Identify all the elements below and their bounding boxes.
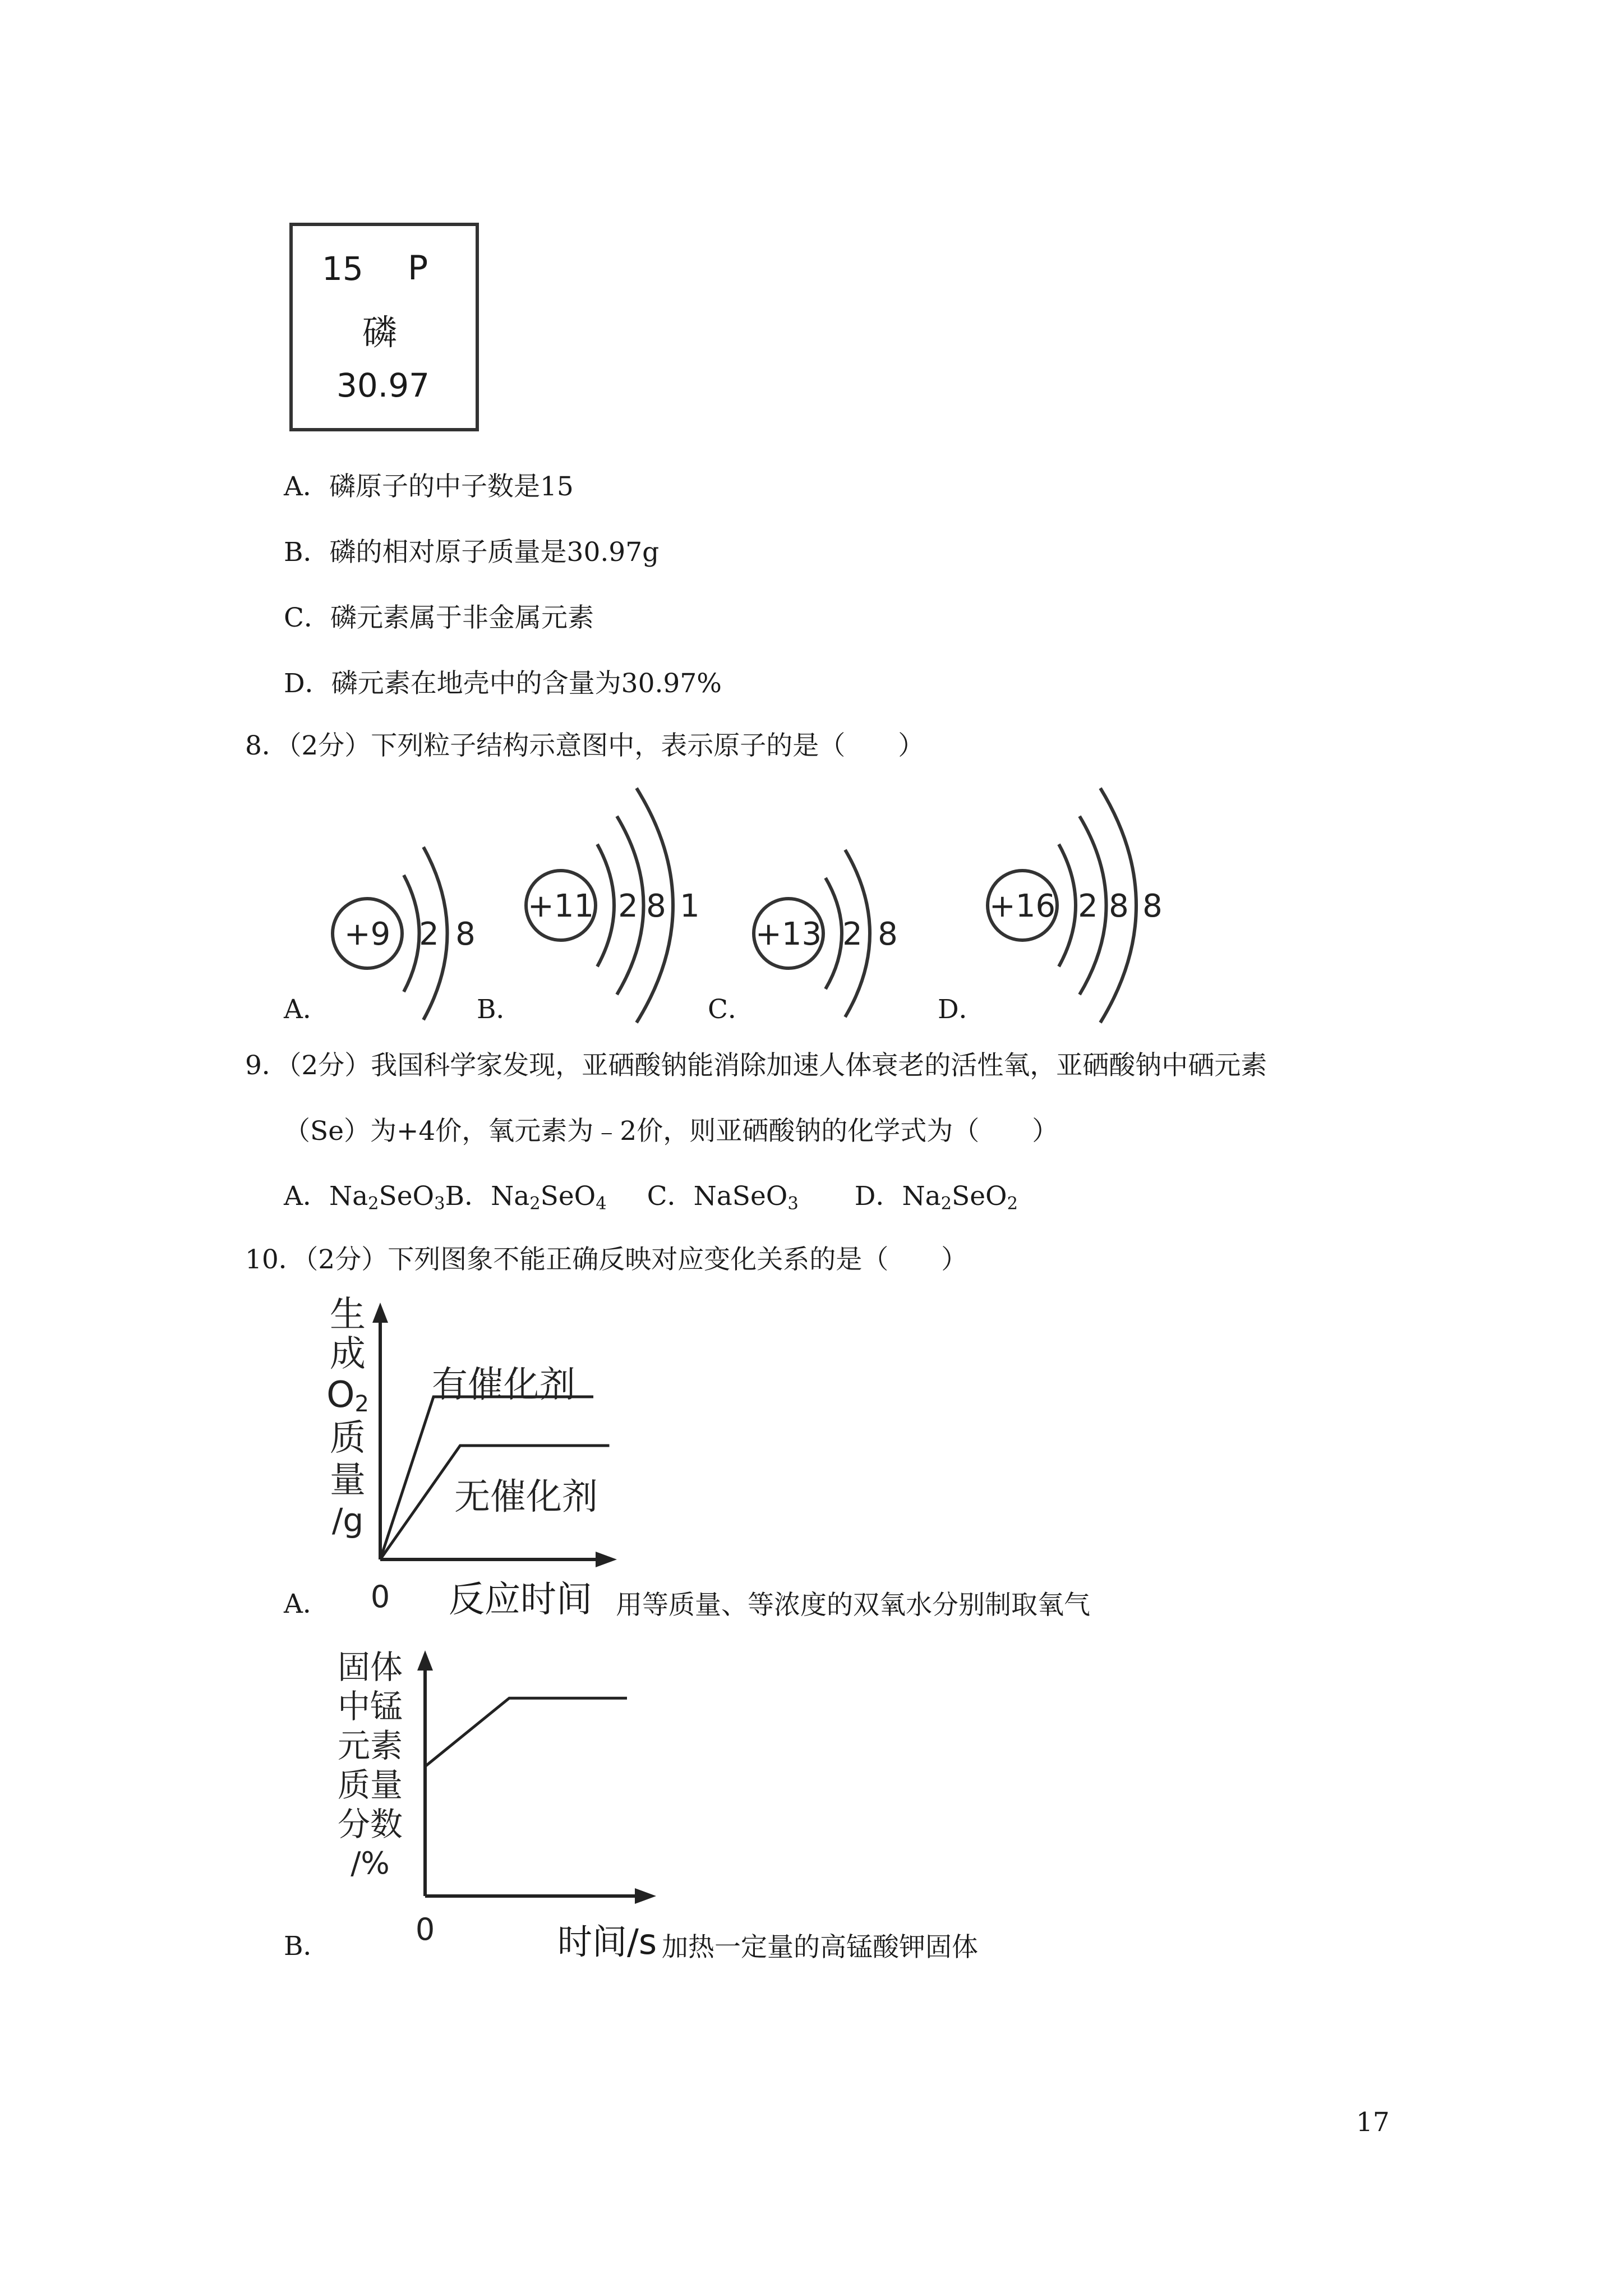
q7-option-c <box>284 601 594 635</box>
y-label-line: 固体 <box>337 1648 403 1686</box>
y-label-char: 质 <box>330 1418 366 1459</box>
shell-count: 8 <box>1109 888 1129 924</box>
shell-count: 2 <box>842 916 863 953</box>
chart-b-x-label: 时间/s <box>557 1921 657 1962</box>
origin-label: 0 <box>370 1579 390 1614</box>
option-label: A． <box>284 471 329 502</box>
option-b: B．$Na_2SeO_4$ <box>445 1181 607 1214</box>
option-label: D． <box>284 668 331 699</box>
y-label-unit: /g <box>331 1501 364 1539</box>
shell-b-1 <box>597 844 614 967</box>
shell-count: 8 <box>455 916 476 953</box>
q7-option-b <box>284 536 659 569</box>
y-label-char: 量 <box>330 1460 366 1501</box>
chart-a-y-arrow <box>372 1303 388 1323</box>
shell-count: 8 <box>1142 888 1163 924</box>
y-label-o2: O2 <box>326 1374 369 1417</box>
chart-b-label: B． <box>284 1931 330 1962</box>
option-c: C．NaSeO$_3$ <box>647 1181 799 1214</box>
shell-count: 1 <box>680 888 700 924</box>
nucleus-charge-c: +13 <box>755 916 822 953</box>
shell-a-1 <box>404 875 419 992</box>
y-label-line: 中锰 <box>337 1687 403 1726</box>
q9-stem-line1: 9．（2分）我国科学家发现，亚硒酸钠能消除加速人体衰老的活性氧，亚硒酸钠中硒元素 <box>245 1050 1267 1081</box>
series-line-mn-fraction <box>425 1698 627 1766</box>
q7-option-a <box>284 470 574 504</box>
option-text: 磷原子的中子数是15 <box>329 471 574 502</box>
option-text: 磷元素属于非金属元素 <box>330 602 594 633</box>
chart-b-caption: 加热一定量的高锰酸钾固体 <box>662 1932 978 1963</box>
chart-a-x-label: 反应时间 <box>449 1579 592 1621</box>
shell-c-1 <box>826 878 842 989</box>
y-label-unit: /% <box>351 1846 390 1881</box>
shell-d-1 <box>1059 844 1076 967</box>
q8-label-c: C． <box>708 994 754 1025</box>
q9-stem-line2: （Se）为+4价，氧元素为﹣2价，则亚硒酸钠的化学式为（ ） <box>284 1116 1059 1147</box>
element-symbol: P <box>408 249 428 288</box>
chart-a-label: A． <box>284 1589 329 1619</box>
shell-count: 8 <box>878 916 898 953</box>
chart-b-y-arrow <box>417 1650 433 1671</box>
option-d: D．$Na_2SeO_2$ <box>854 1181 1018 1214</box>
origin-label: 0 <box>415 1912 435 1947</box>
chart-b <box>325 1644 673 1958</box>
atom-diagrams <box>0 774 1623 1032</box>
y-label-line: 质量 <box>337 1766 403 1804</box>
chart-a-x-arrow <box>596 1552 617 1567</box>
nucleus-charge-d: +16 <box>989 888 1056 924</box>
option-text: 磷元素在地壳中的含量为30.97% <box>331 668 722 699</box>
q9-options <box>284 1180 1018 1213</box>
nucleus-charge-a: +9 <box>344 916 391 953</box>
y-label-line: 元素 <box>337 1727 403 1765</box>
option-label: B． <box>284 537 330 568</box>
option-a: A．$Na_2SeO_3$ <box>284 1181 445 1214</box>
y-label-char: 生 <box>330 1294 366 1336</box>
q10-stem: 10．（2分）下列图象不能正确反映对应变化关系的是（ ） <box>245 1244 968 1275</box>
chart-b-x-arrow <box>635 1888 656 1904</box>
q7-option-d <box>284 667 722 701</box>
atomic-mass: 30.97 <box>336 366 430 404</box>
y-label-line: 分数 <box>337 1805 403 1843</box>
element-name: 磷 <box>362 312 398 353</box>
q8-label-b: B． <box>477 994 523 1025</box>
shell-count: 2 <box>618 888 638 924</box>
option-label: C． <box>284 602 330 633</box>
element-card <box>289 223 479 431</box>
chart-a-caption: 用等质量、等浓度的双氧水分别制取氧气 <box>616 1590 1090 1621</box>
shell-count: 2 <box>1078 888 1098 924</box>
series-label-with-catalyst: 有催化剂 <box>432 1364 575 1406</box>
q8-label-a: A． <box>284 994 329 1025</box>
nucleus-charge-b: +11 <box>527 888 594 924</box>
q8-stem: 8．（2分）下列粒子结构示意图中，表示原子的是（ ） <box>245 730 925 761</box>
option-text: 磷的相对原子质量是30.97g <box>329 537 660 568</box>
q8-label-d: D． <box>938 994 985 1025</box>
y-label-char: 成 <box>330 1333 366 1375</box>
atomic-number: 15 <box>322 250 363 288</box>
shell-count: 8 <box>646 888 666 924</box>
page-number: 17 <box>1356 2107 1390 2138</box>
shell-count: 2 <box>419 916 439 953</box>
series-label-without-catalyst: 无催化剂 <box>454 1476 598 1518</box>
